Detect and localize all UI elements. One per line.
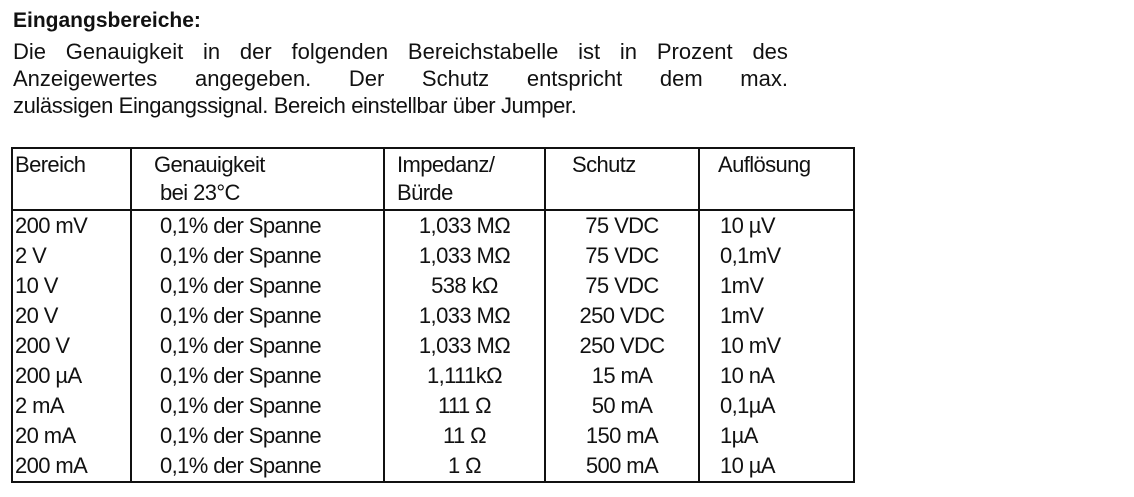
intro-word: in [619, 39, 638, 64]
header-resolution: Auflösung [699, 148, 854, 210]
cell-range: 10 V [12, 271, 131, 301]
table-row [12, 241, 854, 271]
intro-word: angegeben. [194, 66, 312, 91]
table-row [12, 271, 854, 301]
table-row [12, 391, 854, 421]
cell-resolution: 0,1µA [699, 391, 854, 421]
cell-range: 2 mA [12, 391, 131, 421]
header-range: Bereich [12, 148, 131, 210]
header-impedance-label: Impedanz/ [397, 152, 495, 177]
cell-range: 2 V [12, 241, 131, 271]
cell-protection: 150 mA [545, 421, 699, 451]
input-ranges-table [11, 147, 855, 483]
cell-range: 200 mV [12, 210, 131, 241]
cell-accuracy: 0,1% der Spanne [131, 421, 384, 451]
cell-protection: 75 VDC [545, 241, 699, 271]
section-title: Eingangsbereiche: [13, 9, 201, 32]
cell-protection: 75 VDC [545, 210, 699, 241]
intro-word: Genauigkeit [65, 39, 184, 64]
cell-range: 20 mA [12, 421, 131, 451]
cell-range: 200 V [12, 331, 131, 361]
header-protection: Schutz [545, 148, 699, 210]
cell-impedance: 11 Ω [384, 421, 545, 451]
cell-resolution: 10 µA [699, 451, 854, 482]
cell-resolution: 1mV [699, 271, 854, 301]
cell-impedance: 1 Ω [384, 451, 545, 482]
intro-word: dem [659, 66, 703, 91]
cell-resolution: 10 µV [699, 210, 854, 241]
cell-impedance: 1,033 MΩ [384, 210, 545, 241]
intro-word: max. [740, 66, 788, 91]
intro-paragraph [13, 38, 788, 119]
cell-protection: 75 VDC [545, 271, 699, 301]
intro-word: entspricht [526, 66, 623, 91]
intro-word: ist [578, 39, 601, 64]
cell-accuracy: 0,1% der Spanne [131, 301, 384, 331]
header-accuracy [131, 148, 384, 210]
cell-accuracy: 0,1% der Spanne [131, 391, 384, 421]
header-impedance-sub: Bürde [397, 180, 453, 205]
table-row [12, 331, 854, 361]
cell-resolution: 10 nA [699, 361, 854, 391]
cell-impedance: 1,111kΩ [384, 361, 545, 391]
intro-word: Schutz [421, 66, 490, 91]
intro-word: Bereichstabelle [407, 39, 559, 64]
intro-word: der [239, 39, 272, 64]
cell-protection: 250 VDC [545, 331, 699, 361]
cell-impedance: 1,033 MΩ [384, 241, 545, 271]
intro-word: Anzeigewertes [13, 66, 158, 91]
intro-word: in [203, 39, 221, 64]
cell-resolution: 1µA [699, 421, 854, 451]
header-accuracy-label: Genauigkeit [154, 152, 265, 177]
intro-line-1 [13, 38, 788, 65]
table-row [12, 361, 854, 391]
cell-protection: 50 mA [545, 391, 699, 421]
intro-line-2 [13, 65, 788, 92]
cell-impedance: 111 Ω [384, 391, 545, 421]
cell-impedance: 538 kΩ [384, 271, 545, 301]
cell-accuracy: 0,1% der Spanne [131, 210, 384, 241]
cell-accuracy: 0,1% der Spanne [131, 361, 384, 391]
intro-line-3: zulässigen Eingangssignal. Bereich einstellbar über Jumper. [13, 93, 577, 118]
intro-word: Die [13, 39, 47, 64]
cell-accuracy: 0,1% der Spanne [131, 451, 384, 482]
cell-protection: 15 mA [545, 361, 699, 391]
cell-accuracy: 0,1% der Spanne [131, 331, 384, 361]
intro-word: Der [348, 66, 385, 91]
cell-resolution: 10 mV [699, 331, 854, 361]
cell-resolution: 1mV [699, 301, 854, 331]
table-row [12, 451, 854, 482]
cell-resolution: 0,1mV [699, 241, 854, 271]
cell-impedance: 1,033 MΩ [384, 301, 545, 331]
cell-range: 20 V [12, 301, 131, 331]
cell-range: 200 mA [12, 451, 131, 482]
cell-accuracy: 0,1% der Spanne [131, 271, 384, 301]
cell-protection: 500 mA [545, 451, 699, 482]
table-row [12, 421, 854, 451]
header-accuracy-sub: bei 23°C [160, 180, 240, 205]
cell-accuracy: 0,1% der Spanne [131, 241, 384, 271]
intro-word: Prozent [656, 39, 733, 64]
header-impedance [384, 148, 545, 210]
cell-range: 200 µA [12, 361, 131, 391]
cell-protection: 250 VDC [545, 301, 699, 331]
table-row [12, 210, 854, 241]
cell-impedance: 1,033 MΩ [384, 331, 545, 361]
table-row [12, 301, 854, 331]
table-header-row [12, 148, 854, 210]
intro-word: des [752, 39, 788, 64]
intro-word: folgenden [291, 39, 389, 64]
